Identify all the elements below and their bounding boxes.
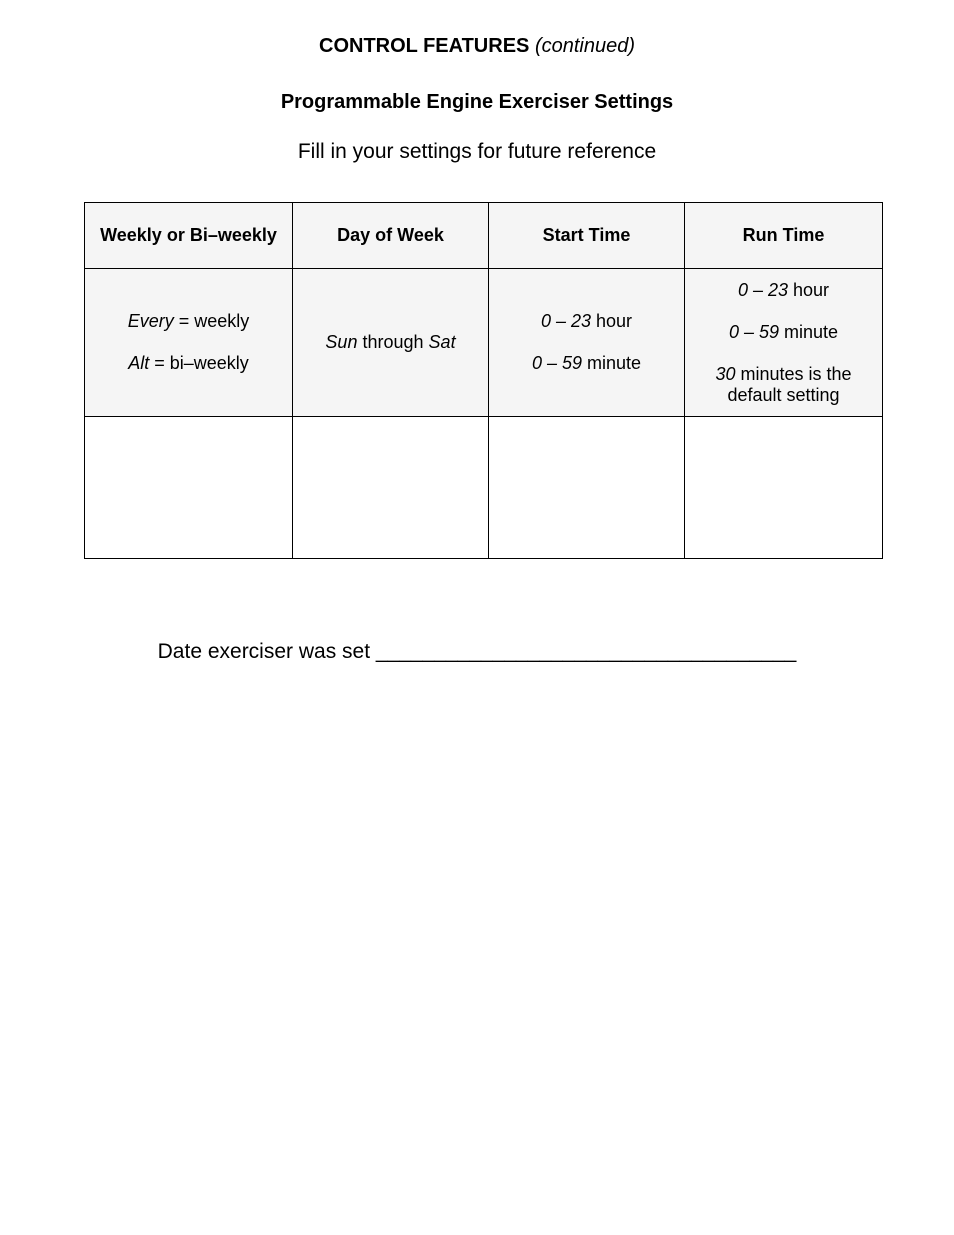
day-range-cell [293, 269, 489, 417]
biweekly-option [89, 353, 288, 374]
run-hour-values: 0 – 23 [737, 279, 788, 300]
weekly-option [89, 311, 288, 332]
start-hour-unit: hour [596, 311, 633, 331]
run-hour-range [689, 280, 878, 301]
run-hour-unit: hour [793, 279, 830, 300]
column-header-start-time: Start Time [489, 203, 685, 269]
date-set-blank[interactable]: ____________________________________ [375, 640, 797, 663]
weekly-options-cell [85, 269, 293, 417]
start-minute-unit: minute [587, 353, 642, 373]
start-hour-values: 0 – 23 [540, 311, 591, 331]
page-title-suffix: (continued) [534, 35, 635, 57]
column-header-day: Day of Week [293, 203, 489, 269]
start-hour-range [493, 311, 680, 332]
entry-start-time-cell[interactable] [489, 417, 685, 559]
every-description: = weekly [178, 311, 250, 331]
start-time-range-cell [489, 269, 685, 417]
page-title-main: CONTROL FEATURES [319, 35, 530, 57]
exerciser-settings-table [84, 202, 883, 559]
alt-term: Alt [128, 353, 150, 373]
column-header-weekly: Weekly or Bi–weekly [85, 203, 293, 269]
page-title [0, 33, 954, 59]
entry-run-time-cell[interactable] [685, 417, 883, 559]
run-minute-range [689, 322, 878, 343]
date-set-line [0, 639, 954, 665]
run-default-text-1: minutes is the [740, 363, 852, 384]
table-header-row [85, 203, 883, 269]
alt-description: = bi–weekly [154, 353, 249, 373]
day-through: through [362, 332, 424, 352]
day-from: Sun [325, 332, 358, 352]
run-default-value: 30 [715, 363, 736, 384]
run-time-range-cell [685, 269, 883, 417]
entry-day-cell[interactable] [293, 417, 489, 559]
run-minute-unit: minute [784, 321, 839, 342]
every-term: Every [127, 311, 174, 331]
table-info-row [85, 269, 883, 417]
start-minute-values: 0 – 59 [531, 353, 582, 373]
instruction-text: Fill in your settings for future reference [297, 140, 657, 163]
run-default-text-2: default setting [727, 384, 840, 405]
start-minute-range [493, 353, 680, 374]
date-set-label: Date exerciser was set [157, 640, 371, 663]
day-to: Sat [428, 332, 456, 352]
run-minute-values: 0 – 59 [728, 321, 779, 342]
table-entry-row [85, 417, 883, 559]
column-header-run-time: Run Time [685, 203, 883, 269]
section-subtitle: Programmable Engine Exerciser Settings [280, 91, 674, 113]
entry-weekly-cell[interactable] [85, 417, 293, 559]
run-default-note [689, 364, 878, 385]
